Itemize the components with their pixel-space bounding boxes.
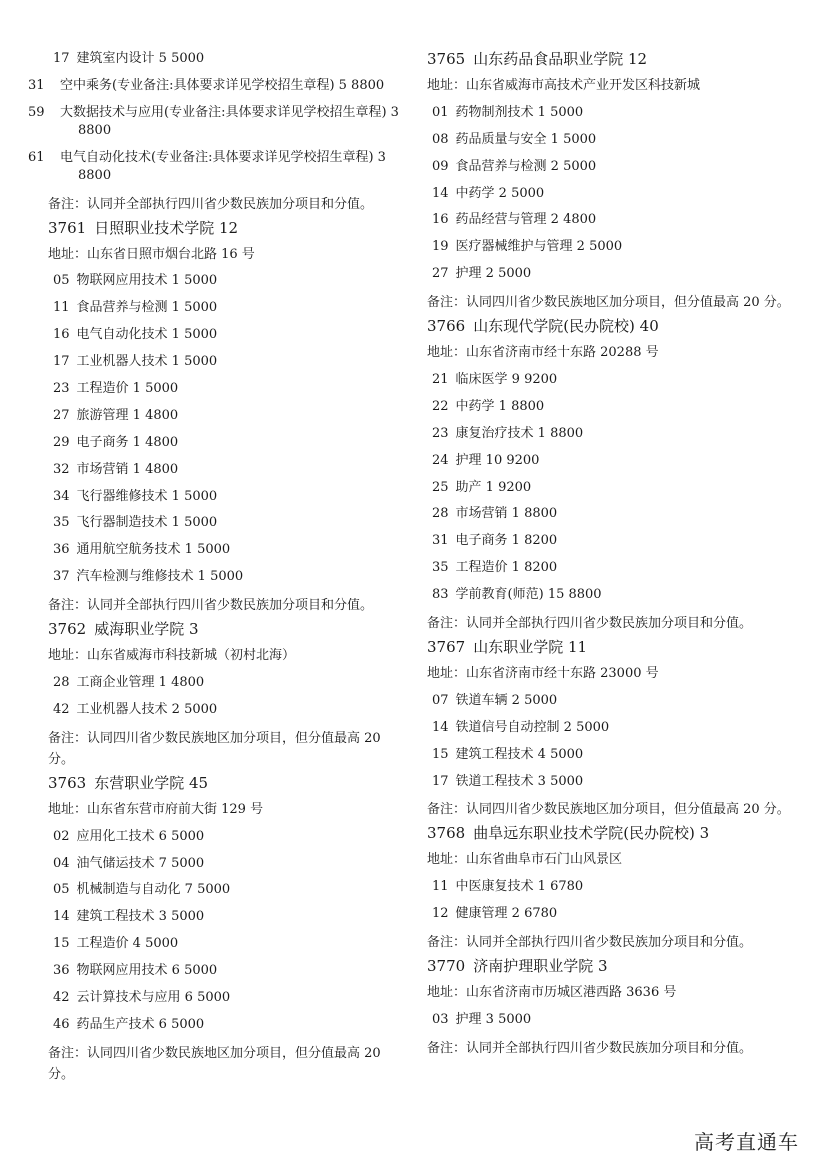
program-item: [48, 881, 408, 899]
program-text: 医疗器械维护与管理 2 5000: [455, 239, 623, 255]
program-text: 药品经营与管理 2 4800: [455, 212, 597, 228]
program-text: 工业机器人技术 1 5000: [76, 354, 218, 370]
program-text: 护理 10 9200: [455, 452, 540, 468]
program-item: [427, 371, 802, 389]
program-item: [48, 326, 408, 344]
program-item: [427, 719, 802, 737]
program-item: [427, 185, 802, 203]
school-address: 地址：山东省济南市经十东路 20288 号: [427, 345, 659, 361]
program-code: 42: [53, 990, 70, 1006]
program-text: 市场营销 1 8800: [455, 506, 558, 522]
program-code: 21: [432, 372, 449, 388]
program-item: [427, 131, 802, 149]
program-item: [427, 505, 802, 523]
right-column: [427, 50, 802, 1063]
program-text: 食品营养与检测 2 5000: [455, 158, 597, 174]
program-item: [48, 353, 408, 371]
program-code: 36: [53, 542, 70, 558]
program-code: 02: [53, 828, 70, 844]
program-item: [48, 541, 408, 559]
watermark-text: 高考直通车: [694, 1130, 799, 1154]
program-text: 学前教育(师范) 15 8800: [455, 587, 602, 603]
program-code: 15: [53, 936, 70, 952]
school-heading: [427, 317, 802, 336]
program-item: [427, 425, 802, 443]
program-item: [48, 855, 408, 873]
program-item: [427, 398, 802, 416]
program-code: 36: [53, 963, 70, 979]
program-code: 35: [53, 515, 70, 531]
program-item: [427, 158, 802, 176]
school-address: 地址：山东省威海市科技新城（初村北海）: [48, 648, 296, 664]
program-item: [48, 701, 408, 719]
program-text: 中医康复技术 1 6780: [455, 879, 584, 895]
program-text: 工业机器人技术 2 5000: [76, 701, 218, 717]
program-text: 临床医学 9 9200: [455, 372, 558, 388]
program-text: 电子商务 1 8200: [455, 533, 558, 549]
program-code: 32: [53, 461, 70, 477]
program-text: 工程造价 1 5000: [76, 381, 179, 397]
program-item: [48, 568, 408, 586]
school-name: 山东职业学院 11: [473, 638, 588, 657]
program-code: 37: [53, 569, 70, 585]
program-item: [427, 532, 802, 550]
program-text: 旅游管理 1 4800: [76, 407, 179, 423]
program-text: 市场营销 1 4800: [76, 461, 179, 477]
school-note: 备注：认同并全部执行四川省少数民族加分项目和分值。: [48, 196, 374, 212]
school-heading: [48, 774, 408, 793]
program-text: 铁道工程技术 3 5000: [455, 773, 584, 789]
program-text: 电子商务 1 4800: [76, 434, 179, 450]
school-name: 威海职业学院 3: [94, 620, 199, 639]
program-item: [48, 828, 408, 846]
school-code: 3768: [427, 824, 466, 843]
program-code: 16: [53, 327, 70, 343]
program-text: 通用航空航务技术 1 5000: [76, 542, 231, 558]
school-name: 山东现代学院(民办院校) 40: [473, 317, 659, 336]
program-item: [48, 962, 408, 980]
program-code: 07: [432, 692, 449, 708]
program-text: 云计算技术与应用 6 5000: [76, 990, 231, 1006]
program-text: 工程造价 4 5000: [76, 936, 179, 952]
school-note: 备注：认同四川省少数民族地区加分项目，但分值最高 20 分。: [48, 730, 381, 767]
program-code: 12: [432, 906, 449, 922]
program-code: 14: [53, 909, 70, 925]
program-item: [427, 773, 802, 791]
program-code: 08: [432, 131, 449, 147]
school-note: 备注：认同四川省少数民族地区加分项目，但分值最高 20 分。: [427, 295, 790, 311]
program-item: [427, 878, 802, 896]
school-name: 济南护理职业学院 3: [473, 957, 608, 976]
left-column: [28, 50, 408, 1089]
program-text: 药物制剂技术 1 5000: [455, 104, 584, 120]
school-code: 3761: [48, 218, 87, 237]
program-item: [427, 452, 802, 470]
program-item: [48, 989, 408, 1007]
program-text: 健康管理 2 6780: [455, 906, 558, 922]
program-code: 15: [432, 746, 449, 762]
program-text: 药品生产技术 6 5000: [76, 1016, 205, 1032]
program-code: 05: [53, 273, 70, 289]
school-code: 3770: [427, 957, 466, 976]
school-address: 地址：山东省曲阜市石门山风景区: [427, 852, 623, 868]
program-item: 61 电气自动化技术(专业备注:具体要求详见学校招生章程) 3 8800: [28, 149, 386, 183]
program-code: 03: [432, 1012, 449, 1028]
school-address: 地址：山东省威海市高技术产业开发区科技新城: [427, 78, 701, 93]
program-code: 27: [53, 407, 70, 423]
program-code: 28: [53, 675, 70, 691]
program-text: 机械制造与自动化 7 5000: [76, 882, 231, 898]
program-item: [427, 211, 802, 229]
program-text: 飞行器制造技术 1 5000: [76, 515, 218, 531]
program-code: 23: [432, 425, 449, 441]
program-text: 电气自动化技术(专业备注:具体要求详见学校招生章程) 3 8800: [60, 149, 386, 183]
program-item: 31 空中乘务(专业备注:具体要求详见学校招生章程) 5 8800: [28, 77, 385, 93]
program-code: 14: [432, 719, 449, 735]
program-text: 中药学 2 5000: [455, 185, 545, 201]
program-code: 14: [432, 185, 449, 201]
program-text: 药品质量与安全 1 5000: [455, 131, 597, 147]
program-text: 大数据技术与应用(专业备注:具体要求详见学校招生章程) 3 8800: [60, 104, 399, 138]
program-code: 28: [432, 506, 449, 522]
program-item: [48, 908, 408, 926]
program-text: 物联网应用技术 1 5000: [76, 273, 218, 289]
program-item: [427, 479, 802, 497]
program-text: 工商企业管理 1 4800: [76, 675, 205, 691]
program-code: 23: [53, 381, 70, 397]
program-item: [427, 265, 802, 283]
school-name: 东营职业学院 45: [94, 773, 209, 792]
school-name: 曲阜远东职业技术学院(民办院校) 3: [473, 824, 710, 843]
program-text: 汽车检测与维修技术 1 5000: [76, 569, 244, 585]
program-item: [48, 935, 408, 953]
program-text: 护理 2 5000: [455, 266, 532, 282]
program-code: 46: [53, 1016, 70, 1032]
program-item: [48, 434, 408, 452]
school-heading: [48, 620, 408, 639]
program-item: [427, 238, 802, 256]
school-name: 山东药品食品职业学院 12: [473, 50, 648, 68]
program-text: 应用化工技术 6 5000: [76, 828, 205, 844]
school-name: 日照职业技术学院 12: [94, 218, 239, 237]
school-heading: [427, 957, 802, 976]
program-text: 铁道车辆 2 5000: [455, 692, 558, 708]
program-text: 油气储运技术 7 5000: [76, 855, 205, 871]
program-text: 电气自动化技术 1 5000: [76, 327, 218, 343]
program-text: 食品营养与检测 1 5000: [76, 300, 218, 316]
program-code: 42: [53, 701, 70, 717]
program-code: 09: [432, 158, 449, 174]
program-text: 空中乘务(专业备注:具体要求详见学校招生章程) 5 8800: [60, 77, 385, 93]
program-code: 01: [432, 104, 449, 120]
program-code: 16: [432, 212, 449, 228]
program-code: 34: [53, 488, 70, 504]
program-code: 35: [432, 560, 449, 576]
program-item: [48, 299, 408, 317]
program-code: 04: [53, 855, 70, 871]
program-code: 17: [432, 773, 449, 789]
program-item: [427, 692, 802, 710]
program-text: 护理 3 5000: [455, 1012, 532, 1028]
program-code: 05: [53, 882, 70, 898]
program-item: [48, 461, 408, 479]
school-note: 备注：认同四川省少数民族地区加分项目，但分值最高 20 分。: [427, 802, 790, 818]
program-text: 工程造价 1 8200: [455, 560, 558, 576]
program-item: [48, 488, 408, 506]
program-item: [427, 559, 802, 577]
program-code: 31: [432, 533, 449, 549]
program-item: [427, 1011, 802, 1029]
program-code: 17: [53, 51, 70, 66]
school-address: 地址：山东省济南市经十东路 23000 号: [427, 666, 659, 682]
program-code: 11: [432, 879, 449, 895]
program-code: 29: [53, 434, 70, 450]
school-address: 地址：山东省日照市烟台北路 16 号: [48, 246, 255, 262]
school-note: 备注：认同并全部执行四川省少数民族加分项目和分值。: [427, 935, 753, 951]
school-address: 地址：山东省济南市历城区港西路 3636 号: [427, 985, 677, 1001]
program-text: 康复治疗技术 1 8800: [455, 425, 584, 441]
program-item: 59 大数据技术与应用(专业备注:具体要求详见学校招生章程) 3 8800: [28, 104, 399, 138]
school-code: 3762: [48, 620, 87, 639]
school-heading: [427, 50, 802, 69]
program-item: [427, 905, 802, 923]
school-note: 备注：认同并全部执行四川省少数民族加分项目和分值。: [48, 598, 374, 614]
program-text: 铁道信号自动控制 2 5000: [455, 719, 610, 735]
program-code: 19: [432, 239, 449, 255]
program-code: 25: [432, 479, 449, 495]
program-item: [427, 104, 802, 122]
school-note: 备注：认同并全部执行四川省少数民族加分项目和分值。: [427, 616, 753, 632]
program-item: [48, 1016, 408, 1034]
program-item: [48, 272, 408, 290]
program-item: [427, 586, 802, 604]
program-item: [48, 50, 408, 68]
program-item: [48, 380, 408, 398]
school-code: 3765: [427, 50, 466, 68]
program-code: 27: [432, 266, 449, 282]
program-text: 建筑室内设计 5 5000: [76, 51, 205, 66]
program-text: 建筑工程技术 3 5000: [76, 909, 205, 925]
school-address: 地址：山东省东营市府前大街 129 号: [48, 801, 264, 817]
program-text: 建筑工程技术 4 5000: [455, 746, 584, 762]
school-note: 备注：认同四川省少数民族地区加分项目，但分值最高 20 分。: [48, 1045, 381, 1082]
school-code: 3763: [48, 773, 87, 792]
program-code: 11: [53, 300, 70, 316]
program-code: 24: [432, 452, 449, 468]
program-code: 83: [432, 587, 449, 603]
school-heading: [427, 824, 802, 843]
program-item: [48, 407, 408, 425]
program-item: [48, 514, 408, 532]
program-text: 飞行器维修技术 1 5000: [76, 488, 218, 504]
program-code: 17: [53, 354, 70, 370]
school-heading: [427, 638, 802, 657]
school-heading: [48, 219, 408, 238]
school-note: 备注：认同并全部执行四川省少数民族加分项目和分值。: [427, 1040, 753, 1056]
program-code: 22: [432, 398, 449, 414]
school-code: 3766: [427, 317, 466, 336]
school-code: 3767: [427, 638, 466, 657]
program-text: 中药学 1 8800: [455, 398, 545, 414]
program-text: 物联网应用技术 6 5000: [76, 963, 218, 979]
program-text: 助产 1 9200: [455, 479, 532, 495]
program-item: [48, 674, 408, 692]
program-item: [427, 746, 802, 764]
